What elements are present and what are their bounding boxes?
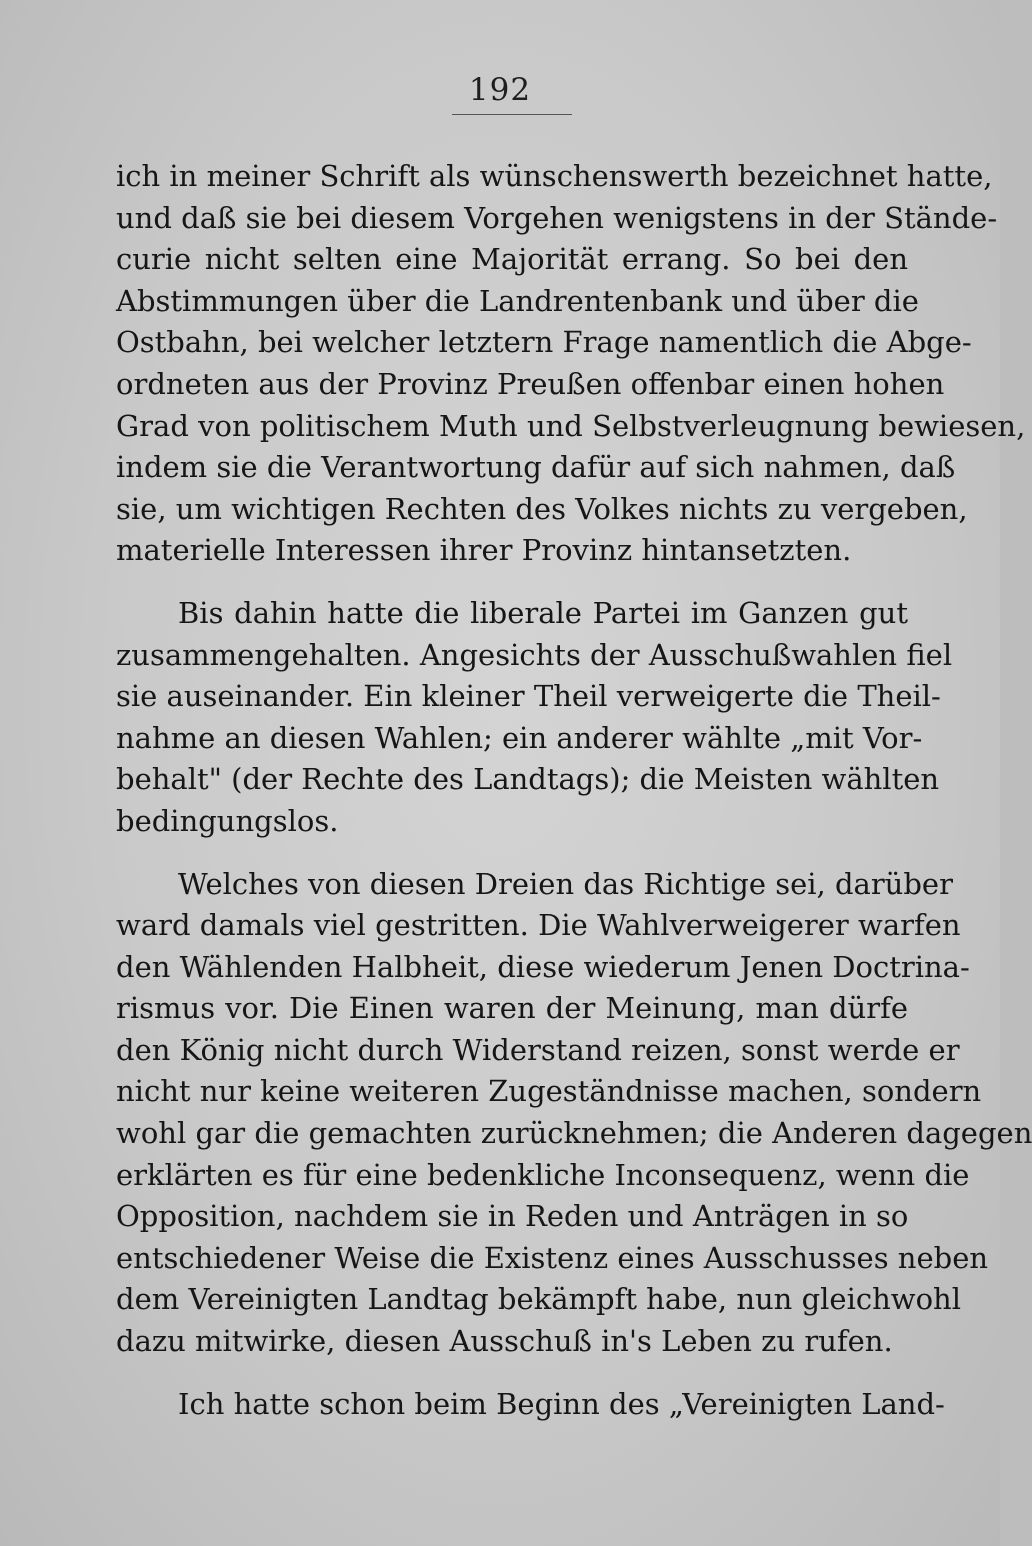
text-line: Ostbahn, bei welcher letztern Frage namentlich die Abge- [116,325,972,360]
text-line: sie, um wichtigen Rechten des Volkes nichts zu vergeben, [116,491,968,526]
text-line: sie auseinander. Ein kleiner Theil verweigerte die Theil- [116,679,941,714]
paragraph [116,1384,945,1426]
text-line: den Wählenden Halbheit, diese wiederum Jenen Doctrina- [116,949,970,984]
paragraph [116,156,1026,572]
text-line: und daß sie bei diesem Vorgehen wenigstens in der Stände- [116,200,998,235]
text-line: Ich hatte schon beim Beginn des „Vereinigten Land- [178,1386,945,1421]
paragraph [116,593,953,843]
paragraph [116,864,1032,1363]
text-line: ordneten aus der Provinz Preußen offenbar einen hohen [116,366,945,401]
body-text [116,156,1032,1446]
text-line: nahme an diesen Wahlen; ein anderer wählte „mit Vor- [116,720,923,755]
text-line: Welches von diesen Dreien das Richtige sei, darüber [178,866,953,901]
text-line: indem sie die Verantwortung dafür auf sich nahmen, daß [116,450,956,485]
text-line: zusammengehalten. Angesichts der Ausschußwahlen fiel [116,637,953,672]
text-line: entschiedener Weise die Existenz eines Ausschusses neben [116,1240,989,1275]
text-line: Abstimmungen über die Landrentenbank und über die [116,283,919,318]
page-number: 192 [468,72,532,108]
text-line: dazu mitwirke, diesen Ausschuß in's Leben zu rufen. [116,1324,893,1359]
text-line: Opposition, nachdem sie in Reden und Anträgen in so [116,1199,909,1234]
text-line: materielle Interessen ihrer Provinz hintansetzten. [116,533,852,568]
text-line: wohl gar die gemachten zurücknehmen; die Anderen dagegen [116,1116,1032,1151]
text-line: nicht nur keine weiteren Zugeständnisse machen, sondern [116,1074,982,1109]
text-line: ich in meiner Schrift als wünschenswerth bezeichnet hatte, [116,159,993,193]
header-rule [452,114,572,115]
text-line: erklärten es für eine bedenkliche Inconsequenz, wenn die [116,1157,970,1192]
text-line: dem Vereinigten Landtag bekämpft habe, nun gleichwohl [116,1282,961,1317]
text-line: behalt" (der Rechte des Landtags); die Meisten wählten [116,762,940,797]
text-line: ward damals viel gestritten. Die Wahlverweigerer warfen [116,908,961,943]
text-line: Grad von politischem Muth und Selbstverleugnung bewiesen, [116,408,1026,443]
text-line: den König nicht durch Widerstand reizen, sonst werde er [116,1032,960,1067]
text-line: bedingungslos. [116,803,339,838]
text-line: curie nicht selten eine Majorität errang. So bei den [116,242,908,277]
text-line: rismus vor. Die Einen waren der Meinung, man dürfe [116,991,908,1026]
text-line: Bis dahin hatte die liberale Partei im Ganzen gut [178,595,908,630]
